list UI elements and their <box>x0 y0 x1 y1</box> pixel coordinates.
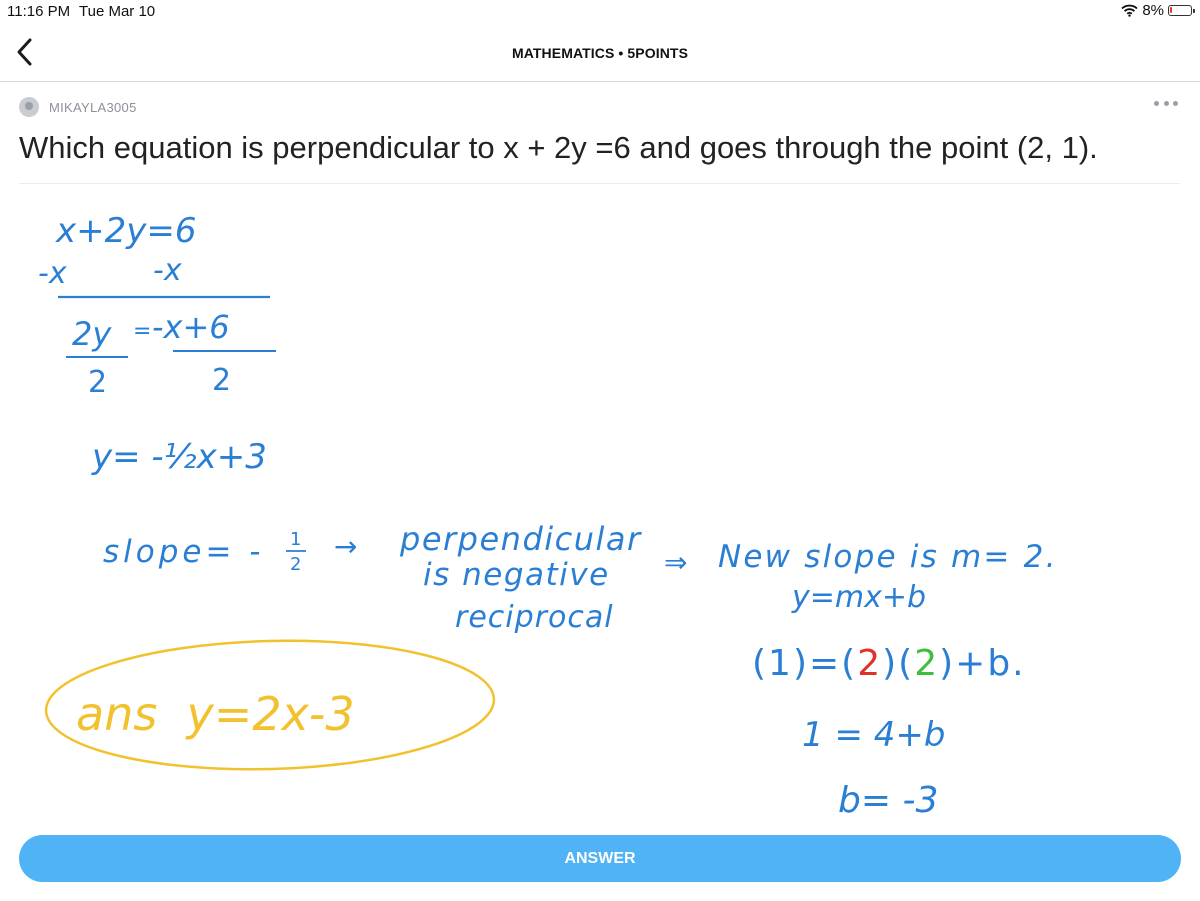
answer-button[interactable]: ANSWER <box>19 835 1181 882</box>
hw-sub-x: 2 <box>857 643 883 684</box>
hw-new-slope: New slope is m= 2. <box>718 539 1058 575</box>
hw-sub-line <box>752 643 1026 684</box>
hw-line-eq1: x+2y=6 <box>56 211 197 251</box>
nav-title: MATHEMATICS • 5POINTS <box>511 45 689 61</box>
wifi-icon <box>1121 4 1138 17</box>
status-bar <box>0 0 1200 24</box>
hw-slope-num: 1 <box>290 529 302 550</box>
hw-num-eq: = <box>133 319 152 344</box>
hw-general: y=mx+b <box>792 580 927 615</box>
question-text: Which equation is perpendicular to x + 2y =6 and goes through the point (2, 1). <box>19 130 1098 165</box>
avatar[interactable] <box>19 97 39 117</box>
battery-icon <box>1168 5 1192 16</box>
hw-arrow1: → <box>334 530 358 563</box>
battery-percent: 8% <box>1142 2 1164 19</box>
more-options-button[interactable] <box>1154 96 1178 110</box>
author-name[interactable]: MIKAYLA3005 <box>49 99 137 115</box>
hw-sub-left: -x <box>38 256 67 291</box>
status-date: Tue Mar 10 <box>79 3 156 20</box>
nav-bar <box>0 24 1200 82</box>
hw-sub-open: (1)=( <box>752 643 858 684</box>
hw-simplify: 1 = 4+b <box>802 715 946 755</box>
status-time: 11:16 PM <box>7 3 71 20</box>
hw-arrow2: ⇒ <box>664 546 688 579</box>
hw-slope-den: 2 <box>290 554 302 575</box>
hw-perp-3: reciprocal <box>455 600 614 635</box>
hw-perp-1: perpendicular <box>400 520 642 558</box>
hw-slope-form: y= -½x+3 <box>92 437 267 477</box>
hw-sub-mid: )( <box>882 643 915 684</box>
hw-num-right: -x+6 <box>152 308 230 346</box>
hw-den-left: 2 <box>88 365 108 400</box>
author-row[interactable] <box>19 97 137 117</box>
handwritten-answer-image <box>0 184 1200 834</box>
status-indicators <box>1121 2 1192 19</box>
hw-sub-right: -x <box>153 253 182 288</box>
hw-perp-2: is negative <box>423 557 610 593</box>
hw-sub-close: )+b. <box>939 643 1026 684</box>
hw-final-answer: ans y=2x-3 <box>76 687 355 741</box>
hw-num-left: 2y <box>72 315 112 353</box>
battery-level-fill <box>1170 7 1172 13</box>
hw-den-right: 2 <box>212 363 232 398</box>
ellipsis-icon <box>1154 101 1159 106</box>
hw-slope-label: slope= - <box>103 534 265 570</box>
hw-b-value: b= -3 <box>838 780 939 821</box>
hw-sub-m: 2 <box>914 643 940 684</box>
